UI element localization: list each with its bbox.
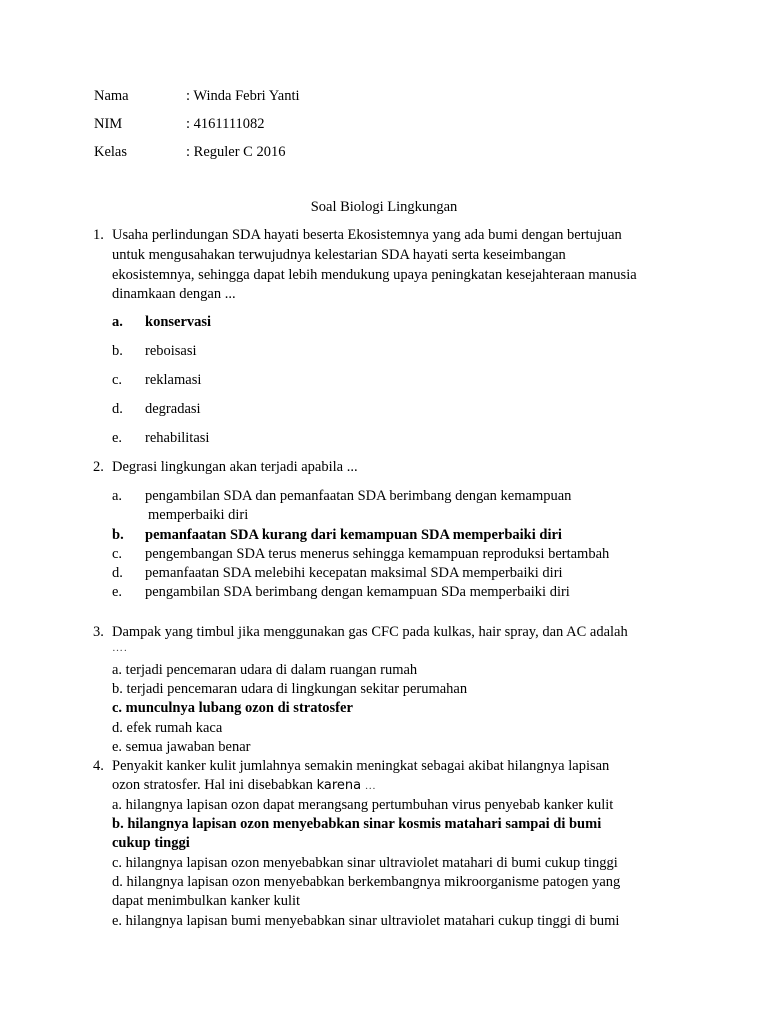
q2-option-b-text: pemanfaatan SDA kurang dari kemampuan SDA memperbaiki diri	[145, 527, 562, 543]
question-1-line: Usaha perlindungan SDA hayati beserta Ekosistemnya yang ada bumi dengan bertujuan	[112, 227, 622, 243]
q3-option-b: b. terjadi pencemaran udara di lingkungan sekitar perumahan	[112, 681, 468, 697]
question-4-line-tail: karena	[316, 778, 362, 793]
q1-option-e-text: rehabilitasi	[145, 430, 210, 446]
q3-option-d: d. efek rumah kaca	[112, 720, 223, 736]
question-4-ellipsis: …	[364, 780, 377, 792]
q1-option-d-letter: d.	[112, 401, 123, 417]
question-4-line: Penyakit kanker kulit jumlahnya semakin meningkat sebagai akibat hilangnya lapisan	[112, 758, 610, 774]
q1-option-a-text: konservasi	[145, 314, 212, 330]
q1-option-c-text: reklamasi	[145, 372, 202, 388]
question-1-line: ekosistemnya, sehingga dapat lebih mendukung upaya peningkatan kesejahteraan manusia	[112, 267, 637, 283]
nim-value: : 4161111082	[186, 116, 265, 132]
q4-option-b: b. hilangnya lapisan ozon menyebabkan sinar kosmis matahari sampai di bumi	[112, 816, 602, 832]
q2-option-a-continuation: memperbaiki diri	[148, 507, 249, 523]
q3-option-c: c. munculnya lubang ozon di stratosfer	[112, 700, 353, 716]
q1-option-a-letter: a.	[112, 314, 123, 330]
q1-option-c-letter: c.	[112, 372, 123, 388]
q1-option-b-letter: b.	[112, 343, 123, 359]
q2-option-c-text: pengembangan SDA terus menerus sehingga kemampuan reproduksi bertambah	[145, 546, 610, 562]
question-2-number: 2.	[93, 459, 104, 475]
q1-option-b-text: reboisasi	[145, 343, 197, 359]
q4-option-d: d. hilangnya lapisan ozon menyebabkan berkembangnya mikroorganisme patogen yang	[112, 874, 621, 890]
question-2-line: Degrasi lingkungan akan terjadi apabila ...	[112, 459, 358, 475]
q4-option-a: a. hilangnya lapisan ozon dapat merangsang pertumbuhan virus penyebab kanker kulit	[112, 797, 614, 813]
q2-option-d-text: pemanfaatan SDA melebihi kecepatan maksimal SDA memperbaiki diri	[145, 565, 563, 581]
q1-option-d-text: degradasi	[145, 401, 201, 417]
question-1-line: untuk mengusahakan terwujudnya kelestarian SDA hayati serta keseimbangan	[112, 247, 566, 263]
q2-option-e-text: pengambilan SDA berimbang dengan kemampuan SDa memperbaiki diri	[145, 584, 570, 600]
question-3-ellipsis: ….	[112, 642, 128, 654]
q2-option-a-letter: a.	[112, 488, 123, 504]
q2-option-c-letter: c.	[112, 546, 123, 562]
question-3-number: 3.	[93, 624, 104, 640]
doc-title: Soal Biologi Lingkungan	[310, 199, 458, 215]
q3-option-a: a. terjadi pencemaran udara di dalam ruangan rumah	[112, 662, 418, 678]
q4-option-b-continuation: cukup tinggi	[112, 835, 190, 851]
question-1-number: 1.	[93, 227, 104, 243]
question-1-line: dinamkaan dengan ...	[112, 286, 236, 302]
q2-option-a-text: pengambilan SDA dan pemanfaatan SDA berimbang dengan kemampuan	[145, 488, 572, 504]
name-label: Nama	[94, 88, 129, 104]
question-4-number: 4.	[93, 758, 104, 774]
q2-option-b-letter: b.	[112, 527, 124, 543]
question-4-line	[112, 777, 377, 794]
q2-option-e-letter: e.	[112, 584, 123, 600]
q2-option-d-letter: d.	[112, 565, 123, 581]
name-value: : Winda Febri Yanti	[186, 88, 300, 104]
q4-option-d-continuation: dapat menimbulkan kanker kulit	[112, 893, 301, 909]
q1-option-e-letter: e.	[112, 430, 123, 446]
q4-option-c: c. hilangnya lapisan ozon menyebabkan sinar ultraviolet matahari di bumi cukup tinggi	[112, 855, 618, 871]
question-4-line-text: ozon stratosfer. Hal ini disebabkan	[112, 777, 313, 793]
q4-option-e: e. hilangnya lapisan bumi menyebabkan sinar ultraviolet matahari cukup tinggi di bumi	[112, 913, 620, 929]
class-label: Kelas	[94, 144, 128, 160]
question-3-line: Dampak yang timbul jika menggunakan gas CFC pada kulkas, hair spray, dan AC adalah	[112, 624, 628, 640]
class-value: : Reguler C 2016	[186, 144, 286, 160]
q3-option-e: e. semua jawaban benar	[112, 739, 251, 755]
nim-label: NIM	[94, 116, 123, 132]
